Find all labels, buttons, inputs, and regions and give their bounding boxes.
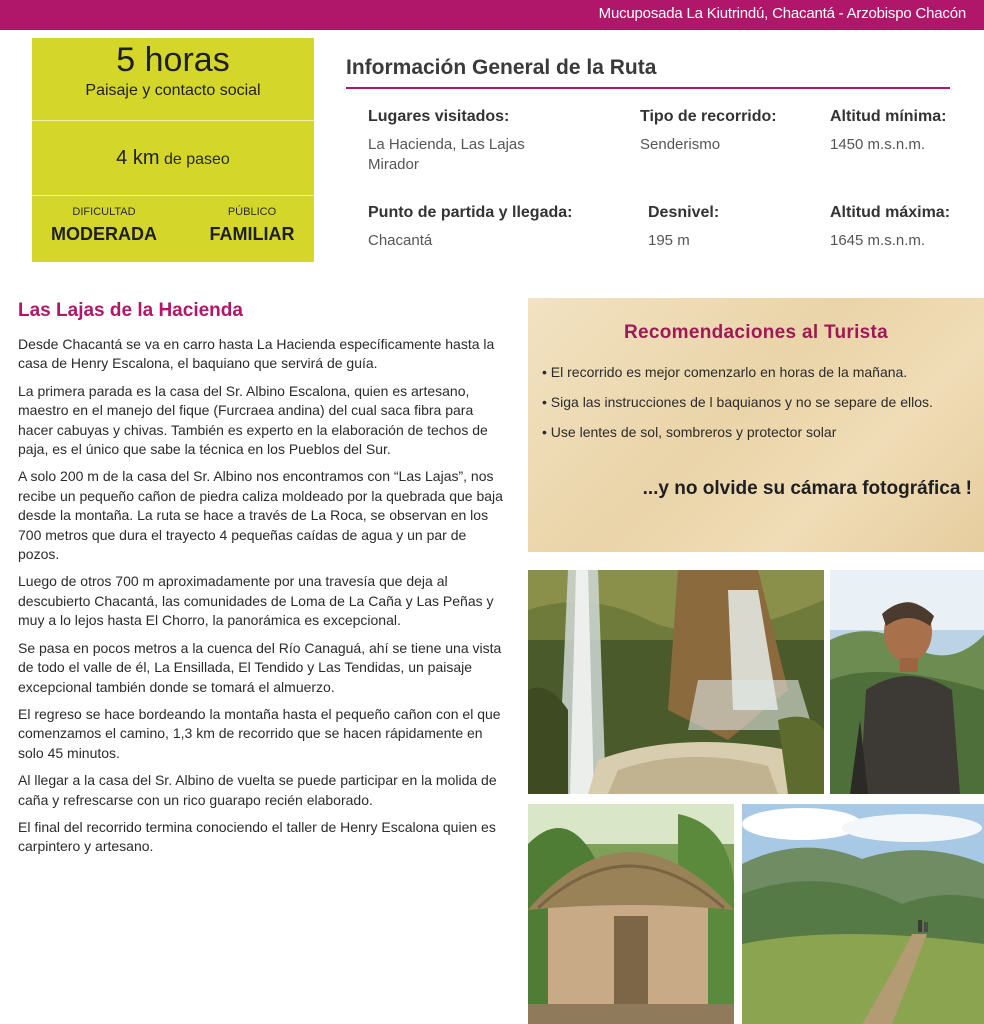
distance-suffix: de paseo [163, 151, 230, 168]
article-body [18, 335, 508, 865]
min-altitude-value: 1450 m.s.n.m. [830, 136, 926, 153]
start-point-value: Chacantá [368, 232, 433, 249]
route-theme: Paisaje y contacto social [85, 82, 261, 99]
duration: 5 horas [116, 41, 230, 79]
info-title: Información General de la Ruta [346, 56, 657, 79]
max-altitude-value: 1645 m.s.n.m. [830, 232, 926, 249]
paragraph: Desde Chacantá se va en carro hasta La Hacienda específicamente hasta la casa de Henry Escalona, el baquiano que servirá de guía. [18, 336, 495, 372]
info-divider [346, 87, 950, 89]
duration-section [32, 38, 314, 121]
route-summary-box [32, 38, 314, 262]
route-type-label: Tipo de recorrido: [640, 108, 777, 125]
elevation-gain-value: 195 m [648, 232, 690, 249]
paragraph: El regreso se hace bordeando la montaña hasta el pequeño cañon con el que comenzamos el camino, 1,3 km de recorrido que se hacen rápidamente en solo 45 minutos. [18, 705, 501, 761]
guide-portrait-photo [830, 570, 984, 794]
start-point-label: Punto de partida y llegada: [368, 204, 573, 221]
mountain-trail-photo [742, 804, 984, 1024]
places-label: Lugares visitados: [368, 108, 510, 125]
audience-value: FAMILIAR [209, 224, 295, 244]
waterfall-photo [528, 570, 824, 794]
distance: 4 km [116, 147, 160, 169]
elevation-gain-label: Desnivel: [648, 204, 720, 221]
level-section [32, 196, 314, 262]
recommendation-item: • El recorrido es mejor comenzarlo en horas de la mañana. [542, 364, 908, 380]
paragraph: A solo 200 m de la casa del Sr. Albino nos encontramos con “Las Lajas”, nos recibe un pequeño cañon de piedra caliza moldeado por la quebrada que baja desde la montaña. La ruta se hace a través de La Roca, se observan en los 700 metros que dura el trayecto 4 pequeñas caídas de agua y un par de pozos. [18, 468, 503, 563]
places-line1: La Hacienda, Las Lajas [368, 136, 525, 153]
paragraph: Luego de otros 700 m aproximadamente por una travesía que deja al descubierto Chacantá, las comunidades de Loma de La Caña y Las Peñas y muy a lo lejos hasta El Chorro, la panorámica es excepcional. [18, 573, 494, 629]
difficulty [44, 206, 164, 245]
min-altitude-label: Altitud mínima: [830, 108, 947, 125]
paragraph: La primera parada es la casa del Sr. Albino Escalona, quien es artesano, maestro en el manejo del fique (Furcraea andina) del cual saca fibra para hacer cabuyas y chivas. También es experto en la elaboración de techos de paja, es el único que sabe la técnica en los Pueblos del Sur. [18, 382, 488, 458]
route-type-value: Senderismo [640, 136, 721, 153]
route-name: Mucuposada La Kiutrindú, Chacantá - Arzobispo Chacón [598, 5, 966, 22]
recommendation-item: • Use lentes de sol, sombreros y protector solar [542, 424, 837, 440]
paragraph: El final del recorrido termina conociendo el taller de Henry Escalona quien es carpintero y artesano. [18, 818, 496, 855]
recommendation-item: • Siga las instrucciones de l baquianos y no se separe de ellos. [542, 394, 933, 410]
paragraph: Al llegar a la casa del Sr. Albino de vuelta se puede participar en la molida de caña y refrescarse con un rico guarapo recién elaborado. [18, 772, 497, 808]
difficulty-value: MODERADA [51, 224, 157, 244]
difficulty-label: DIFICULTAD [72, 206, 136, 218]
audience [192, 206, 312, 245]
camera-reminder: ...y no olvide su cámara fotográfica ! [642, 478, 972, 499]
thatched-hut-photo [528, 804, 734, 1024]
article-title: Las Lajas de la Hacienda [18, 300, 243, 321]
header-bar [0, 0, 984, 30]
recommendations-box [528, 298, 984, 552]
audience-label: PÚBLICO [227, 206, 277, 218]
distance-section [32, 121, 314, 196]
places-line2: Mirador [368, 156, 419, 173]
recommendations-title: Recomendaciones al Turista [623, 322, 889, 343]
max-altitude-label: Altitud máxima: [830, 204, 951, 221]
paragraph: Se pasa en pocos metros a la cuenca del Río Canaguá, ahí se tiene una vista de todo el valle de él, La Ensillada, El Tendido y Las Tendidas, un paisaje excepcional también donde se tomará el almuerzo. [18, 639, 502, 695]
